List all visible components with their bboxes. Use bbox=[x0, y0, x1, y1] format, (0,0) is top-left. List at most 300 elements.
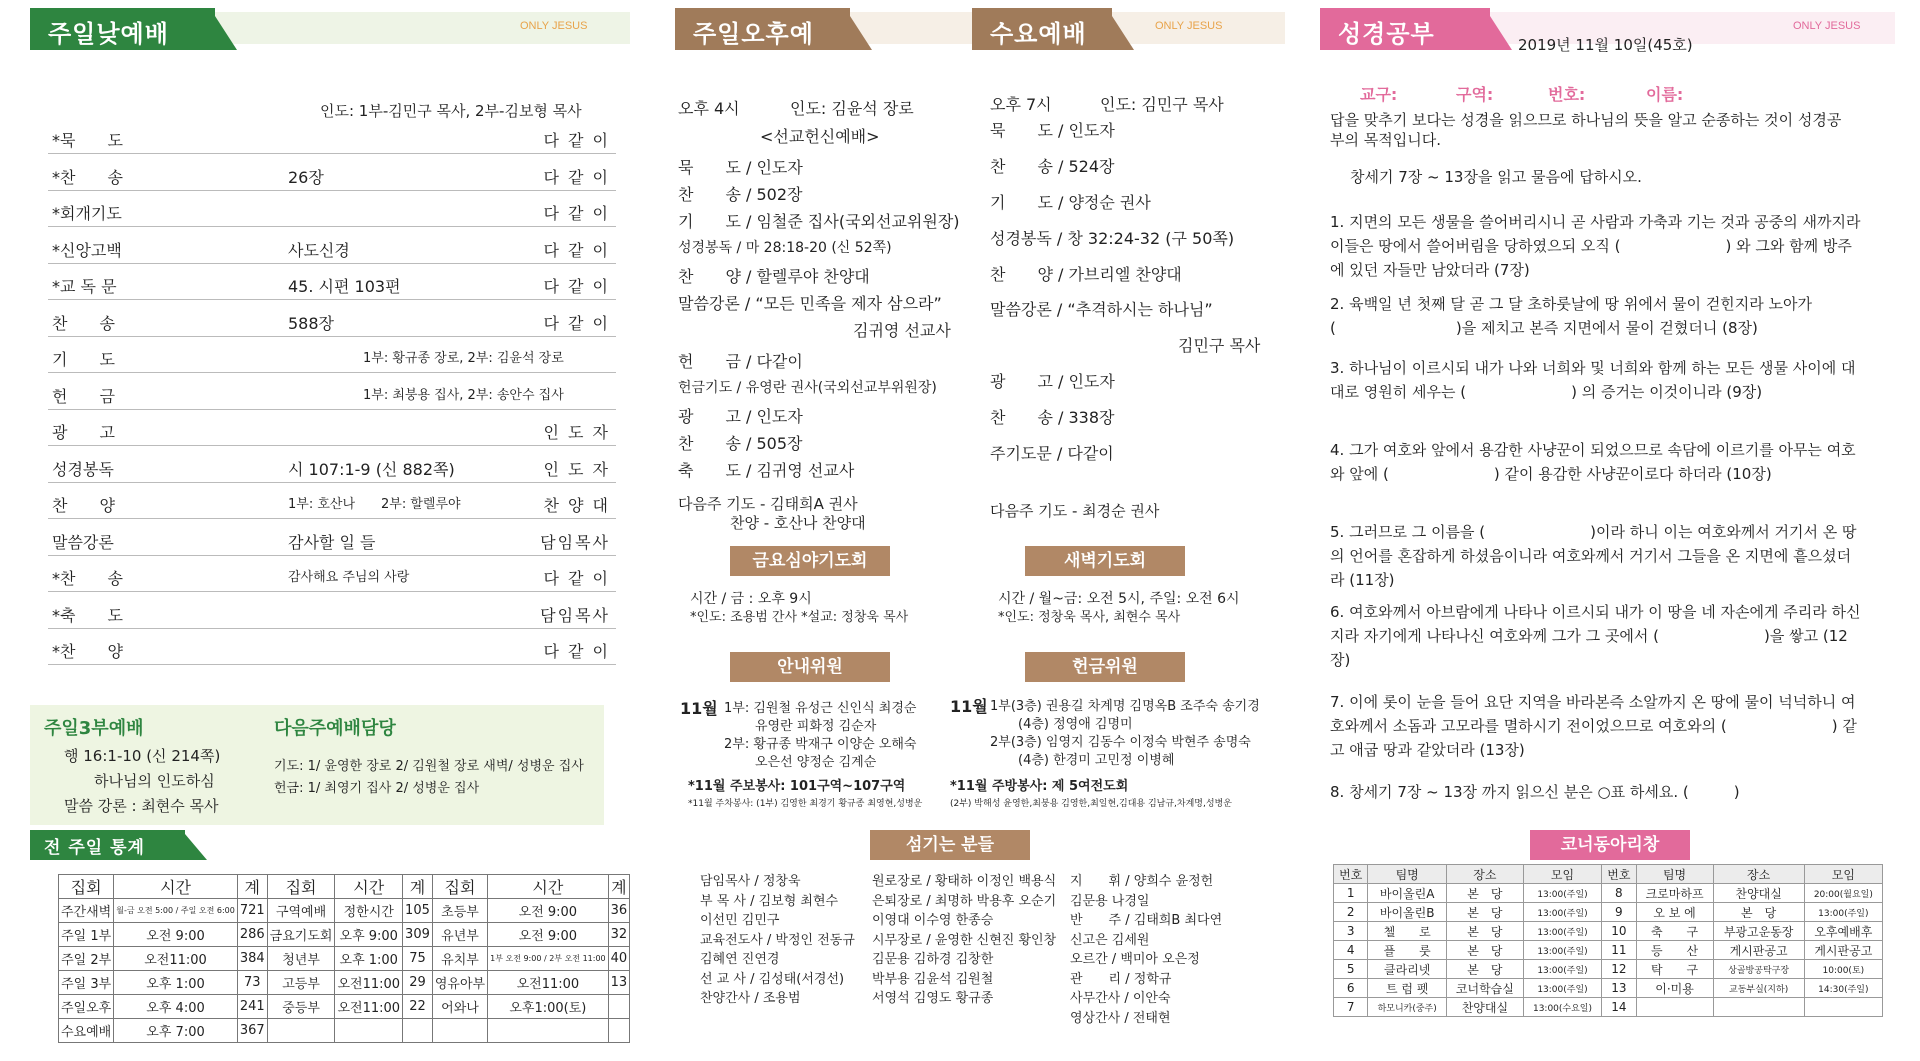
staff-line: 원로장로 / 황태하 이정인 백용식 bbox=[872, 874, 1057, 889]
clubs-cell: 9 bbox=[1602, 903, 1636, 922]
clubs-cell: 바이올린B bbox=[1368, 903, 1446, 922]
clubs-cell: 10:00(토) bbox=[1804, 960, 1882, 979]
staff-line: 은퇴장로 / 최명하 박용후 오순기 bbox=[872, 893, 1057, 909]
clubs-cell: 트 럼 펫 bbox=[1368, 979, 1446, 998]
order-item: 헌 금 bbox=[52, 386, 115, 406]
order-leader: 담임목사 bbox=[540, 532, 610, 552]
afternoon-line: 광 고 / 인도자 bbox=[678, 406, 803, 426]
stats-cell: 주일 2부 bbox=[59, 947, 114, 971]
order-row bbox=[48, 234, 616, 264]
clubs-header: 팀명 bbox=[1636, 865, 1713, 884]
order-row bbox=[48, 197, 616, 227]
stats-cell bbox=[608, 1019, 630, 1043]
afternoon-line: 찬 양 / 할렐루야 찬양대 bbox=[678, 266, 870, 286]
stats-cell: 구역예배 bbox=[267, 899, 335, 923]
staff-line: 이선민 김민구 bbox=[700, 913, 780, 928]
stats-cell: 241 bbox=[237, 995, 267, 1019]
stats-cell: 오후1:00(토) bbox=[488, 995, 609, 1019]
stats-cell: 36 bbox=[608, 899, 630, 923]
clubs-cell: 10 bbox=[1602, 922, 1636, 941]
clubs-cell: 찬양대실 bbox=[1713, 884, 1804, 903]
stats-cell: 금요기도회 bbox=[267, 923, 335, 947]
order-item: 기 도 bbox=[52, 350, 115, 369]
stats-cell: 오후 1:00 bbox=[114, 971, 238, 995]
order-item: *축 도 bbox=[52, 605, 123, 625]
staff-line: 부 목 사 / 김보형 최현수 bbox=[700, 893, 839, 909]
clubs-cell: 20:00(월요일) bbox=[1804, 884, 1882, 903]
field-number: 번호: bbox=[1548, 85, 1586, 104]
sunday-title: 주일낮예배 bbox=[30, 8, 215, 50]
clubs-cell: 축 구 bbox=[1636, 922, 1713, 941]
clubs-header: 장소 bbox=[1446, 865, 1523, 884]
afternoon-next-2: 찬양 - 호산나 찬양대 bbox=[730, 514, 866, 532]
stats-cell: 오후 1:00 bbox=[335, 947, 403, 971]
stats-table bbox=[58, 874, 630, 1043]
stats-cell: 고등부 bbox=[267, 971, 335, 995]
clubs-cell: 14 bbox=[1602, 998, 1636, 1017]
order-detail: 45. 시편 103편 bbox=[288, 277, 401, 296]
question: 5. 그러므로 그 이름을 ( )이라 하니 이는 여호와께서 거기서 온 땅의 언어를 혼잡하게 하셨음이니라 여호와께서 거기서 그들을 온 지면에 흩으셨더라 (11장) bbox=[1330, 523, 1857, 589]
clubs-cell: 탁 구 bbox=[1636, 960, 1713, 979]
order-item: 성경봉독 bbox=[52, 459, 114, 479]
clubs-row bbox=[1334, 979, 1883, 998]
staff-title: 섬기는 분들 bbox=[870, 830, 1030, 860]
stats-cell: 22 bbox=[403, 995, 433, 1019]
stats-cell: 영유아부 bbox=[432, 971, 487, 995]
ushers-l3: 2부: 황규종 박재구 이양순 오해숙 bbox=[724, 737, 917, 752]
stats-cell: 중등부 bbox=[267, 995, 335, 1019]
stats-cell: 정한시간 bbox=[335, 899, 403, 923]
friday-l2: *인도: 조용범 간사 *설교: 정창욱 목사 bbox=[690, 610, 909, 625]
staff-line: 관 리 / 정학규 bbox=[1070, 971, 1172, 987]
stats-cell bbox=[335, 1019, 403, 1043]
wednesday-line: 말씀강론 / “추격하시는 하나님” bbox=[990, 300, 1213, 319]
ushers-l1: 1부: 김원철 유성근 신인식 최경순 bbox=[724, 701, 917, 716]
staff-line: 반 주 / 김태희B 최다연 bbox=[1070, 913, 1223, 928]
order-row bbox=[48, 343, 616, 373]
clubs-cell: 이·미용 bbox=[1636, 979, 1713, 998]
staff-line: 사무간사 / 이안숙 bbox=[1070, 991, 1171, 1006]
wednesday-line: 광 고 / 인도자 bbox=[990, 372, 1115, 391]
order-detail: 1부: 호산나 2부: 할렐루야 bbox=[288, 497, 461, 512]
clubs-cell: 본 당 bbox=[1446, 922, 1523, 941]
staff-line: 시무장로 / 윤영한 신현진 황인창 bbox=[872, 932, 1057, 948]
clubs-cell: 상골방공탁구장 bbox=[1713, 960, 1804, 979]
dawn-l2: *인도: 정창욱 목사, 최현수 목사 bbox=[998, 610, 1181, 625]
clubs-cell: 본 당 bbox=[1446, 884, 1523, 903]
clubs-cell: 코너학습실 bbox=[1446, 979, 1523, 998]
order-row bbox=[48, 489, 616, 519]
order-item: 광 고 bbox=[52, 423, 115, 442]
order-item: *신앙고백 bbox=[52, 240, 122, 260]
stats-cell: 오후 7:00 bbox=[114, 1019, 238, 1043]
staff-line: 선 교 사 / 김성태(서경선) bbox=[700, 971, 845, 987]
afternoon-line: 찬 송 / 502장 bbox=[678, 185, 803, 205]
clubs-cell: 12 bbox=[1602, 960, 1636, 979]
stats-header: 시간 bbox=[114, 875, 238, 899]
stats-cell: 오전 9:00 bbox=[488, 923, 609, 947]
order-leader: 다 같 이 bbox=[543, 167, 610, 187]
ushers-note: *11월 주보봉사: 101구역~107구역 bbox=[688, 779, 906, 794]
clubs-cell: 바이올린A bbox=[1368, 884, 1446, 903]
clubs-cell: 13:00(주일) bbox=[1523, 884, 1601, 903]
sunday-leaders: 인도: 1부-김민구 목사, 2부-김보형 목사 bbox=[320, 102, 582, 120]
clubs-cell: 13:00(주일) bbox=[1523, 922, 1601, 941]
stats-cell: 286 bbox=[237, 923, 267, 947]
study-title: 성경공부 bbox=[1320, 8, 1490, 50]
clubs-table bbox=[1333, 864, 1883, 1017]
afternoon-line: 김귀영 선교사 bbox=[853, 321, 951, 341]
order-item: *회개기도 bbox=[52, 204, 122, 223]
question: 2. 육백일 년 첫째 달 곧 그 달 초하룻날에 땅 위에서 물이 걷힌지라 노아가 ( )을 제치고 본즉 지면에서 물이 걷혔더니 (8장) bbox=[1330, 295, 1813, 337]
stats-cell bbox=[488, 1019, 609, 1043]
afternoon-leader: 인도: 김윤석 장로 bbox=[790, 99, 914, 118]
clubs-row bbox=[1334, 941, 1883, 960]
afternoon-line: 기 도 / 임철준 집사(국외선교위원장) bbox=[678, 212, 960, 232]
offering-l4: (4층) 한경미 고민정 이병혜 bbox=[1018, 753, 1175, 768]
clubs-header: 번호 bbox=[1602, 865, 1636, 884]
stats-row bbox=[59, 899, 630, 923]
third-service-l2: 하나님의 인도하심 bbox=[94, 772, 215, 790]
stats-cell: 오전 9:00 bbox=[488, 899, 609, 923]
order-row bbox=[48, 380, 616, 410]
clubs-row bbox=[1334, 922, 1883, 941]
stats-cell: 29 bbox=[403, 971, 433, 995]
order-leader: 다 같 이 bbox=[543, 204, 610, 223]
staff-line: 찬양간사 / 조용범 bbox=[700, 991, 801, 1006]
question: 7. 이에 롯이 눈을 들어 요단 지역을 바라본즉 소알까지 온 땅에 물이 넉넉하니 여호와께서 소돔과 고모라를 멸하시기 전이었으므로 여호와의 ( ) 같고 애굽 땅과 같았더라 (13장) bbox=[1330, 693, 1857, 759]
wednesday-next: 다음주 기도 - 최경순 권사 bbox=[990, 502, 1160, 520]
dawn-l1: 시간 / 월~금: 오전 5시, 주일: 오전 6시 bbox=[998, 591, 1240, 607]
ushers-l4: 오은선 양정순 김계순 bbox=[755, 755, 877, 770]
staff-line: 김문용 나경일 bbox=[1070, 893, 1150, 909]
order-row bbox=[48, 635, 616, 665]
study-intro: 답을 맞추기 보다는 성경을 읽으므로 하나님의 뜻을 알고 순종하는 것이 성경공부의 목적입니다. bbox=[1330, 111, 1842, 149]
clubs-header: 팀명 bbox=[1368, 865, 1446, 884]
order-detail: 1부: 황규종 장로, 2부: 김윤석 장로 bbox=[363, 351, 564, 366]
stats-cell: 384 bbox=[237, 947, 267, 971]
clubs-cell: 14:30(주일) bbox=[1804, 979, 1882, 998]
stats-row bbox=[59, 1019, 630, 1043]
offering-title: 헌금위원 bbox=[1025, 652, 1185, 682]
stats-cell: 오전11:00 bbox=[335, 971, 403, 995]
clubs-cell: 1 bbox=[1334, 884, 1368, 903]
stats-cell: 오후 9:00 bbox=[335, 923, 403, 947]
clubs-cell: 13:00(주일) bbox=[1523, 941, 1601, 960]
clubs-cell: 2 bbox=[1334, 903, 1368, 922]
order-row bbox=[48, 526, 616, 556]
stats-cell bbox=[608, 995, 630, 1019]
clubs-cell: 본 당 bbox=[1446, 941, 1523, 960]
order-row bbox=[48, 270, 616, 300]
ushers-note-2: *11월 주차봉사: (1부) 김영한 최경기 황규종 최영현,성병운 bbox=[688, 799, 923, 809]
stats-cell bbox=[403, 1019, 433, 1043]
offering-l3: 2부(3층) 임영지 김동수 이정숙 박현주 송명숙 bbox=[990, 735, 1251, 750]
clubs-cell: 첼 로 bbox=[1368, 922, 1446, 941]
clubs-cell bbox=[1804, 998, 1882, 1017]
only-jesus-tag-2: ONLY JESUS bbox=[1155, 20, 1223, 32]
clubs-header: 모임 bbox=[1804, 865, 1882, 884]
stats-cell bbox=[267, 1019, 335, 1043]
order-leader: 다 같 이 bbox=[543, 131, 610, 150]
stats-cell: 오후 4:00 bbox=[114, 995, 238, 1019]
stats-cell bbox=[432, 1019, 487, 1043]
stats-cell: 40 bbox=[608, 947, 630, 971]
clubs-row bbox=[1334, 884, 1883, 903]
clubs-cell: 7 bbox=[1334, 998, 1368, 1017]
wednesday-line: 찬 송 / 338장 bbox=[990, 408, 1115, 427]
order-leader: 인 도 자 bbox=[543, 423, 610, 442]
clubs-cell: 13:00(주일) bbox=[1523, 960, 1601, 979]
clubs-cell: 오후예배후 bbox=[1804, 922, 1882, 941]
clubs-cell: 5 bbox=[1334, 960, 1368, 979]
order-leader: 인 도 자 bbox=[543, 459, 610, 479]
stats-cell: 32 bbox=[608, 923, 630, 947]
clubs-cell: 8 bbox=[1602, 884, 1636, 903]
clubs-cell: 하모니카(중주) bbox=[1368, 998, 1446, 1017]
stats-row bbox=[59, 947, 630, 971]
stats-header: 시간 bbox=[335, 875, 403, 899]
dawn-title: 새벽기도회 bbox=[1025, 546, 1185, 576]
clubs-cell bbox=[1636, 998, 1713, 1017]
wednesday-title: 수요예배 bbox=[972, 8, 1112, 50]
clubs-cell: 게시판공고 bbox=[1713, 941, 1804, 960]
next-duty-l2: 헌금: 1/ 최영기 집사 2/ 성병운 집사 bbox=[274, 781, 480, 796]
clubs-row bbox=[1334, 903, 1883, 922]
order-row bbox=[48, 307, 616, 337]
staff-line: 박부용 김윤석 김원철 bbox=[872, 971, 994, 987]
clubs-cell: 11 bbox=[1602, 941, 1636, 960]
ushers-month: 11월 bbox=[680, 699, 718, 718]
offering-month: 11월 bbox=[950, 697, 988, 716]
stats-cell: 어와나 bbox=[432, 995, 487, 1019]
third-service-l3: 말씀 강론 : 최현수 목사 bbox=[64, 797, 219, 815]
order-item: 찬 송 bbox=[52, 313, 115, 333]
question: 8. 창세기 7장 ~ 13장 까지 읽으신 분은 ○표 하세요. ( ) bbox=[1330, 783, 1740, 801]
stats-cell: 수요예배 bbox=[59, 1019, 114, 1043]
study-date: 2019년 11월 10일(45호) bbox=[1518, 36, 1693, 54]
order-leader: 찬 양 대 bbox=[543, 496, 610, 515]
afternoon-line: 말씀강론 / “모든 민족을 제자 삼으라” bbox=[678, 294, 942, 313]
offering-note-2: (2부) 박해성 윤영한,최붕용 김영한,최일현,김대용 김남규,차계명,성병운 bbox=[950, 799, 1232, 809]
afternoon-next-1: 다음주 기도 - 김태희A 권사 bbox=[678, 495, 858, 513]
order-item: *묵 도 bbox=[52, 131, 123, 150]
order-leader: 다 같 이 bbox=[543, 313, 610, 333]
staff-line: 신고은 김세원 bbox=[1070, 932, 1150, 948]
wednesday-line: 김민구 목사 bbox=[1178, 336, 1261, 355]
clubs-cell: 13 bbox=[1602, 979, 1636, 998]
order-item: 찬 양 bbox=[52, 496, 115, 515]
offering-l2: (4층) 정영애 김명미 bbox=[1018, 717, 1133, 732]
wednesday-line: 묵 도 / 인도자 bbox=[990, 121, 1115, 140]
clubs-cell: 찬양대실 bbox=[1446, 998, 1523, 1017]
order-leader: 다 같 이 bbox=[543, 642, 610, 661]
order-item: *찬 송 bbox=[52, 569, 123, 588]
clubs-cell bbox=[1713, 998, 1804, 1017]
staff-line: 지 휘 / 양희수 윤정헌 bbox=[1070, 874, 1214, 889]
stats-header: 시간 bbox=[488, 875, 609, 899]
stats-cell: 75 bbox=[403, 947, 433, 971]
stats-cell: 73 bbox=[237, 971, 267, 995]
clubs-cell: 본 당 bbox=[1446, 903, 1523, 922]
clubs-cell: 13:00(주일) bbox=[1523, 903, 1601, 922]
stats-header: 집회 bbox=[59, 875, 114, 899]
order-item: 말씀강론 bbox=[52, 532, 114, 552]
clubs-cell: 교동부실(지하) bbox=[1713, 979, 1804, 998]
order-item: *찬 양 bbox=[52, 642, 123, 661]
clubs-cell: 등 산 bbox=[1636, 941, 1713, 960]
afternoon-line: 헌 금 / 다같이 bbox=[678, 352, 803, 372]
stats-cell: 13 bbox=[608, 971, 630, 995]
stats-cell: 309 bbox=[403, 923, 433, 947]
order-row bbox=[48, 562, 616, 592]
clubs-cell: 크로마하프 bbox=[1636, 884, 1713, 903]
clubs-header: 모임 bbox=[1523, 865, 1601, 884]
next-duty-l1: 기도: 1/ 윤영한 장로 2/ 김원철 장로 새벽/ 성병운 집사 bbox=[274, 759, 584, 774]
stats-cell: 367 bbox=[237, 1019, 267, 1043]
offering-note: *11월 주방봉사: 제 5여전도회 bbox=[950, 779, 1129, 794]
stats-cell: 주간새벽 bbox=[59, 899, 114, 923]
stats-cell: 오전11:00 bbox=[488, 971, 609, 995]
staff-line: 담임목사 / 정창욱 bbox=[700, 874, 801, 889]
clubs-cell: 3 bbox=[1334, 922, 1368, 941]
order-detail: 1부: 최붕용 집사, 2부: 송안수 집사 bbox=[363, 387, 564, 403]
stats-cell: 721 bbox=[237, 899, 267, 923]
offering-l1: 1부(3층) 권용길 차계명 김명옥B 조주숙 송기경 bbox=[990, 699, 1260, 714]
clubs-cell: 13:00(주일) bbox=[1804, 903, 1882, 922]
stats-cell: 월-금 오전 5:00 / 주일 오전 6:00 bbox=[114, 899, 238, 923]
clubs-cell: 게시판공고 bbox=[1804, 941, 1882, 960]
staff-line: 김혜연 진연경 bbox=[700, 952, 780, 967]
order-row bbox=[48, 453, 616, 483]
clubs-cell: 본 당 bbox=[1713, 903, 1804, 922]
order-detail: 588장 bbox=[288, 313, 334, 333]
only-jesus-tag-3: ONLY JESUS bbox=[1793, 20, 1861, 32]
order-detail: 시 107:1-9 (신 882쪽) bbox=[288, 459, 455, 479]
wednesday-line: 찬 양 / 가브리엘 찬양대 bbox=[990, 265, 1182, 284]
only-jesus-tag: ONLY JESUS bbox=[520, 20, 588, 32]
clubs-cell: 13:00(수요일) bbox=[1523, 998, 1601, 1017]
third-service-title: 주일3부예배 bbox=[44, 718, 144, 739]
stats-row bbox=[59, 971, 630, 995]
staff-line: 오르간 / 백미아 오은정 bbox=[1070, 952, 1200, 967]
stats-row bbox=[59, 995, 630, 1019]
order-detail: 26장 bbox=[288, 167, 324, 187]
field-district: 교구: bbox=[1360, 85, 1398, 104]
stats-cell: 주일오후 bbox=[59, 995, 114, 1019]
study-instruction: 창세기 7장 ~ 13장을 읽고 물음에 답하시오. bbox=[1350, 168, 1642, 186]
order-row bbox=[48, 124, 616, 154]
afternoon-line: 축 도 / 김귀영 선교사 bbox=[678, 461, 855, 481]
afternoon-title: 주일오후예배 bbox=[675, 8, 850, 50]
stats-cell: 유년부 bbox=[432, 923, 487, 947]
friday-l1: 시간 / 금 : 오후 9시 bbox=[690, 591, 812, 607]
afternoon-time: 오후 4시 bbox=[678, 99, 740, 118]
order-row bbox=[48, 416, 616, 446]
order-item: *교 독 문 bbox=[52, 277, 117, 296]
order-row bbox=[48, 161, 616, 191]
order-detail: 감사할 일 들 bbox=[288, 532, 376, 552]
field-name: 이름: bbox=[1646, 85, 1684, 104]
clubs-cell: 클라리넷 bbox=[1368, 960, 1446, 979]
order-item: *찬 송 bbox=[52, 167, 123, 187]
wednesday-line: 찬 송 / 524장 bbox=[990, 157, 1115, 176]
stats-header: 계 bbox=[608, 875, 630, 899]
question: 4. 그가 여호와 앞에서 용감한 사냥꾼이 되었으므로 속담에 이르기를 아무는 여호와 앞에 ( ) 같이 용감한 사냥꾼이로다 하더라 (10장) bbox=[1330, 441, 1856, 483]
stats-cell: 초등부 bbox=[432, 899, 487, 923]
clubs-cell: 본 당 bbox=[1446, 960, 1523, 979]
wednesday-leader: 인도: 김민구 목사 bbox=[1100, 95, 1224, 114]
clubs-cell: 플 룻 bbox=[1368, 941, 1446, 960]
staff-line: 교육전도사 / 박정인 전동규 bbox=[700, 932, 855, 948]
afternoon-line: 찬 송 / 505장 bbox=[678, 434, 803, 453]
clubs-header: 장소 bbox=[1713, 865, 1804, 884]
field-area: 구역: bbox=[1456, 85, 1494, 104]
stats-cell: 청년부 bbox=[267, 947, 335, 971]
ushers-l2: 유영란 피화정 김순자 bbox=[755, 719, 877, 734]
clubs-cell: 6 bbox=[1334, 979, 1368, 998]
clubs-cell: 4 bbox=[1334, 941, 1368, 960]
wednesday-line: 주기도문 / 다같이 bbox=[990, 444, 1114, 463]
stats-title: 전 주일 통계 bbox=[30, 830, 185, 860]
staff-line: 이영대 이수영 한종승 bbox=[872, 913, 994, 928]
order-detail: 사도신경 bbox=[288, 240, 350, 260]
ushers-title: 안내위원 bbox=[730, 652, 890, 682]
stats-cell: 오전11:00 bbox=[335, 995, 403, 1019]
clubs-cell: 오 보 에 bbox=[1636, 903, 1713, 922]
stats-header: 집회 bbox=[267, 875, 335, 899]
question: 3. 하나님이 이르시되 내가 나와 너희와 및 너희와 함께 하는 모든 생물 사이에 대대로 영원히 세우는 ( ) 의 증거는 이것이니라 (9장) bbox=[1330, 359, 1856, 401]
clubs-row bbox=[1334, 998, 1883, 1017]
order-leader: 담임목사 bbox=[540, 605, 610, 625]
clubs-cell: 부광고운동장 bbox=[1713, 922, 1804, 941]
question: 6. 여호와께서 아브람에게 나타나 이르시되 내가 이 땅을 네 자손에게 주리라 하신지라 자기에게 나타나신 여호와께 그가 그 곳에서 ( )을 쌓고 (12장) bbox=[1330, 603, 1861, 669]
wednesday-line: 성경봉독 / 창 32:24-32 (구 50쪽) bbox=[990, 229, 1235, 248]
stats-cell: 오전11:00 bbox=[114, 947, 238, 971]
afternoon-line: 헌금기도 / 유영란 권사(국외선교부위원장) bbox=[678, 379, 937, 396]
stats-header: 계 bbox=[403, 875, 433, 899]
order-leader: 다 같 이 bbox=[543, 240, 610, 260]
order-leader: 다 같 이 bbox=[543, 277, 610, 296]
stats-cell: 1부 오전 9:00 / 2부 오전 11:00 bbox=[488, 947, 609, 971]
stats-header: 계 bbox=[237, 875, 267, 899]
stats-cell: 오전 9:00 bbox=[114, 923, 238, 947]
clubs-row bbox=[1334, 960, 1883, 979]
afternoon-line: 묵 도 / 인도자 bbox=[678, 158, 803, 177]
clubs-title: 코너동아리창 bbox=[1530, 830, 1690, 860]
stats-cell: 105 bbox=[403, 899, 433, 923]
stats-row bbox=[59, 923, 630, 947]
third-service-l1: 행 16:1-10 (신 214쪽) bbox=[64, 747, 221, 765]
stats-cell: 주일 3부 bbox=[59, 971, 114, 995]
stats-cell: 주일 1부 bbox=[59, 923, 114, 947]
stats-header: 집회 bbox=[432, 875, 487, 899]
friday-title: 금요심야기도회 bbox=[730, 546, 890, 576]
afternoon-line: 성경봉독 / 마 28:18-20 (신 52쪽) bbox=[678, 239, 892, 256]
staff-line: 서영석 김영도 황규종 bbox=[872, 991, 994, 1006]
wednesday-line: 기 도 / 양정순 권사 bbox=[990, 193, 1151, 212]
afternoon-sub: <선교헌신예배> bbox=[760, 127, 880, 146]
wednesday-time: 오후 7시 bbox=[990, 95, 1052, 114]
staff-line: 김문용 김하경 김창한 bbox=[872, 952, 994, 967]
order-leader: 다 같 이 bbox=[543, 569, 610, 588]
stats-cell: 유치부 bbox=[432, 947, 487, 971]
order-detail: 감사해요 주님의 사랑 bbox=[288, 570, 410, 585]
clubs-header: 번호 bbox=[1334, 865, 1368, 884]
next-duty-title: 다음주예배담당 bbox=[274, 718, 396, 739]
clubs-cell: 13:00(주일) bbox=[1523, 979, 1601, 998]
order-row bbox=[48, 599, 616, 629]
